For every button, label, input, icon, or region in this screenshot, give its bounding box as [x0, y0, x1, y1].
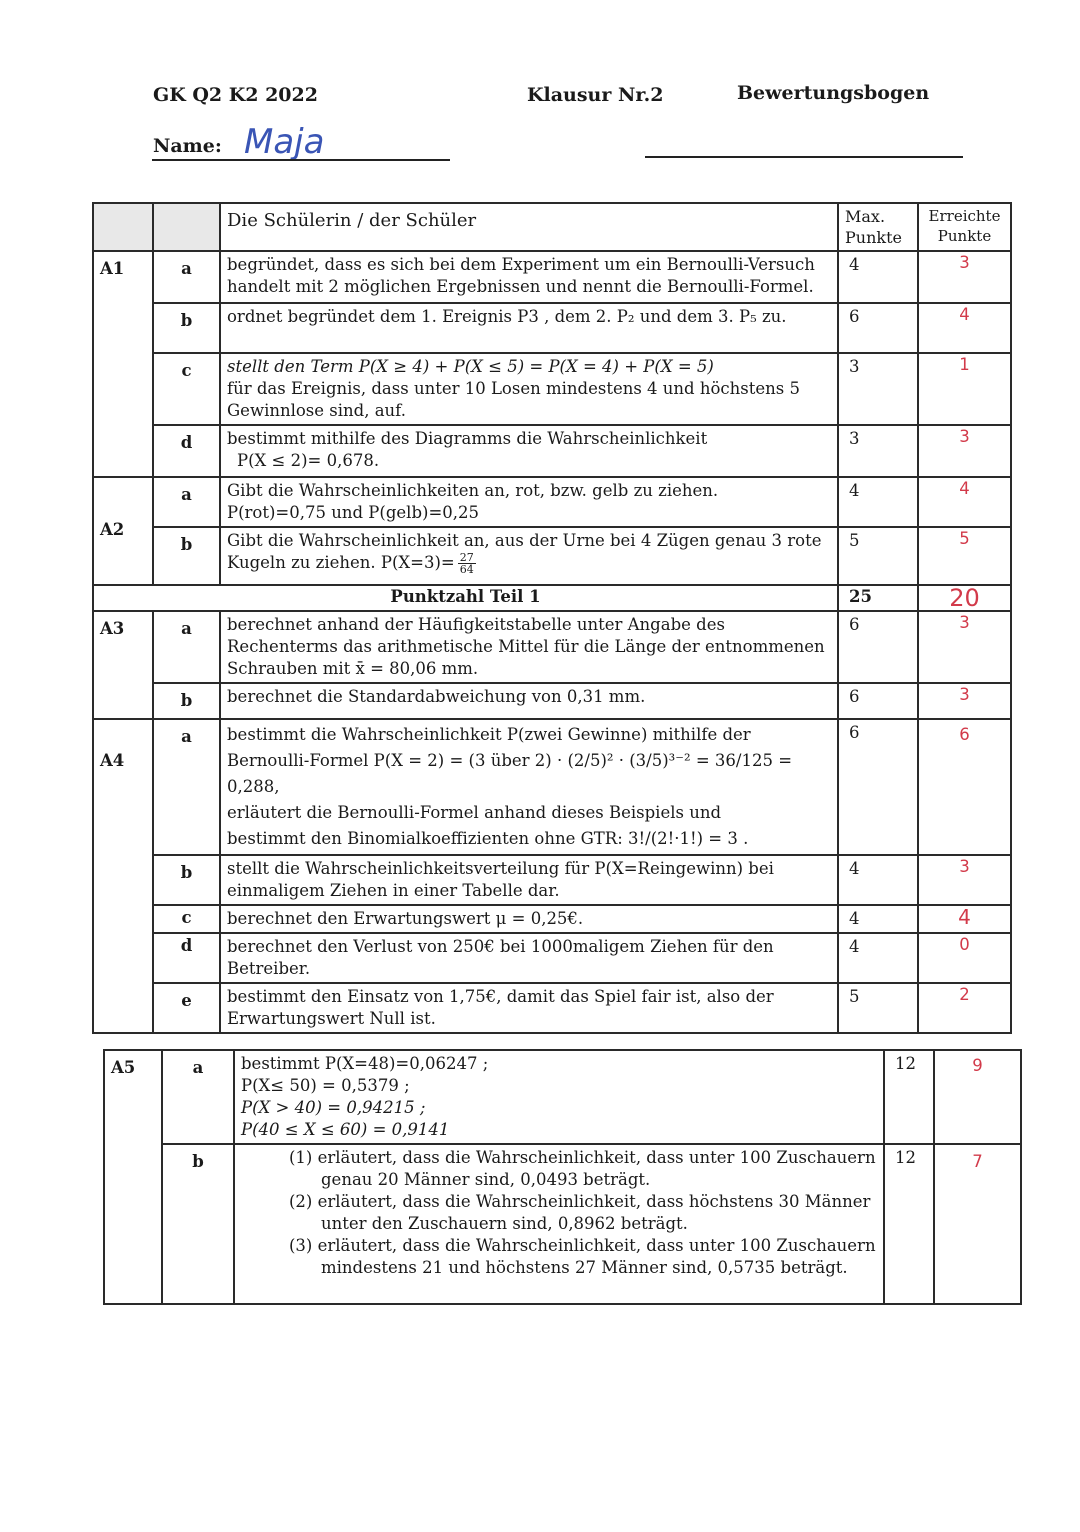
max-points: 6 — [838, 611, 918, 683]
criterion-line: Gibt die Wahrscheinlichkeit an, aus der Urne bei 4 Zügen genau 3 rote — [227, 531, 822, 550]
sheet-label: Bewertungsbogen — [737, 82, 930, 104]
max-points: 4 — [838, 251, 918, 303]
subtask-label: a — [153, 719, 220, 855]
criterion-text: berechnet den Verlust von 250€ bei 1000maligem Ziehen für den Betreiber. — [220, 933, 838, 983]
achieved-points: 0 — [918, 933, 1011, 983]
max-points: 4 — [838, 933, 918, 983]
subtask-label: b — [153, 683, 220, 719]
criterion-line: Gibt die Wahrscheinlichkeiten an, rot, bzw. gelb zu ziehen. — [227, 481, 719, 500]
header-max: Max. Punkte — [838, 203, 918, 251]
criterion-text: berechnet die Standardabweichung von 0,31 mm. — [220, 683, 838, 719]
fraction-numerator: 27 — [459, 551, 474, 564]
header-blank-sub — [153, 203, 220, 251]
subtask-label: c — [153, 353, 220, 425]
criterion-item: (1) erläutert, dass die Wahrscheinlichkeit, dass unter 100 Zuschauern genau 20 Männer sind, 0,0493 beträgt. — [289, 1148, 876, 1189]
formula-line: P(40 ≤ X ≤ 60) = 0,9141 — [241, 1120, 450, 1139]
subtask-label: b — [153, 527, 220, 585]
name-line — [152, 159, 450, 161]
task-label: A5 — [104, 1050, 162, 1304]
subtask-label: d — [153, 425, 220, 477]
header-achieved: Erreichte Punkte — [918, 203, 1011, 251]
criterion-item: (3) erläutert, dass die Wahrscheinlichkeit, dass unter 100 Zuschauern mindestens 21 und höchstens 27 Männer sind, 0,5735 beträgt. — [289, 1236, 876, 1277]
achieved-points: 5 — [918, 527, 1011, 585]
signature-line — [645, 156, 963, 158]
criterion-line: für das Ereignis, dass unter 10 Losen mindestens 4 und höchstens 5 Gewinnlose sind, auf. — [227, 379, 800, 420]
fraction-denominator: 64 — [459, 563, 474, 576]
task-label: A4 — [93, 719, 153, 1033]
formula-line: Bernoulli-Formel P(X = 2) = (3 über 2) · (2/5)² · (3/5)³⁻² = 36/125 = 0,288, — [227, 751, 793, 796]
exam-label: Klausur Nr.2 — [527, 84, 664, 106]
achieved-points: 4 — [918, 303, 1011, 353]
part1-sum-points: 20 — [918, 585, 1011, 611]
criterion-line: bestimmt P(X=48)=0,06247 ; — [241, 1054, 489, 1073]
achieved-points: 6 — [918, 719, 1011, 855]
criterion-line: bestimmt mithilfe des Diagramms die Wahrscheinlichkeit — [227, 429, 708, 448]
achieved-points: 3 — [918, 683, 1011, 719]
name-label: Name: — [153, 135, 222, 157]
subtask-label: e — [153, 983, 220, 1033]
subtask-label: a — [153, 477, 220, 527]
max-points: 4 — [838, 855, 918, 905]
course-label: GK Q2 K2 2022 — [153, 84, 318, 106]
criterion-item: (2) erläutert, dass die Wahrscheinlichkeit, dass höchstens 30 Männer unter den Zuschauern sind, 0,8962 beträgt. — [289, 1192, 871, 1233]
achieved-points: 9 — [934, 1050, 1021, 1144]
max-points: 4 — [838, 905, 918, 933]
task-label: A2 — [93, 477, 153, 585]
max-points: 6 — [838, 719, 918, 855]
fraction — [458, 552, 476, 575]
task-label: A3 — [93, 611, 153, 719]
name-handwritten: Maja — [244, 122, 325, 162]
max-points: 6 — [838, 303, 918, 353]
achieved-points: 4 — [918, 477, 1011, 527]
header-blank-task — [93, 203, 153, 251]
part1-sum-max: 25 — [838, 585, 918, 611]
criterion-text — [220, 527, 838, 585]
achieved-points: 2 — [918, 983, 1011, 1033]
subtask-label: b — [162, 1144, 234, 1304]
criterion-text — [234, 1050, 884, 1144]
header-description: Die Schülerin / der Schüler — [220, 203, 838, 251]
criterion-text — [220, 477, 838, 527]
achieved-points: 1 — [918, 353, 1011, 425]
max-points: 12 — [884, 1050, 934, 1144]
subtask-label: b — [153, 303, 220, 353]
achieved-points: 7 — [934, 1144, 1021, 1304]
criterion-text — [220, 425, 838, 477]
subtask-label: a — [153, 611, 220, 683]
formula-line — [227, 552, 831, 575]
criterion-text: stellt die Wahrscheinlichkeitsverteilung für P(X=Reingewinn) bei einmaligem Ziehen in einer Tabelle dar. — [220, 855, 838, 905]
grading-table-2 — [103, 1049, 1022, 1305]
formula-line: bestimmt den Binomialkoeffizienten ohne GTR: 3!/(2!·1!) = 3 . — [227, 829, 749, 848]
achieved-points: 3 — [918, 425, 1011, 477]
subtask-label: a — [162, 1050, 234, 1144]
max-points: 5 — [838, 983, 918, 1033]
formula-line: P(X≤ 50) = 0,5379 ; — [241, 1076, 410, 1095]
max-points: 6 — [838, 683, 918, 719]
max-points: 5 — [838, 527, 918, 585]
criterion-text: berechnet den Erwartungswert μ = 0,25€. — [220, 905, 838, 933]
achieved-points: 3 — [918, 855, 1011, 905]
criterion-text — [220, 353, 838, 425]
formula-line: P(rot)=0,75 und P(gelb)=0,25 — [227, 503, 480, 522]
subtask-label: a — [153, 251, 220, 303]
criterion-text: bestimmt den Einsatz von 1,75€, damit das Spiel fair ist, also der Erwartungswert Null ist. — [220, 983, 838, 1033]
criterion-text: ordnet begründet dem 1. Ereignis P3 , dem 2. P₂ und dem 3. P₅ zu. — [220, 303, 838, 353]
formula-text: Kugeln zu ziehen. P(X=3)= — [227, 553, 455, 572]
task-label: A1 — [93, 251, 153, 477]
achieved-points: 3 — [918, 251, 1011, 303]
subtask-label: d — [153, 933, 220, 983]
criterion-text — [234, 1144, 884, 1304]
achieved-points: 4 — [918, 905, 1011, 933]
max-points: 3 — [838, 353, 918, 425]
criterion-line: bestimmt die Wahrscheinlichkeit P(zwei Gewinne) mithilfe der — [227, 725, 751, 744]
part1-sum-label: Punktzahl Teil 1 — [93, 585, 838, 611]
criterion-text: begründet, dass es sich bei dem Experiment um ein Bernoulli-Versuch handelt mit 2 möglichen Ergebnissen und nennt die Bernoulli-Formel. — [220, 251, 838, 303]
max-points: 12 — [884, 1144, 934, 1304]
formula-line: P(X > 40) = 0,94215 ; — [241, 1098, 426, 1117]
max-points: 3 — [838, 425, 918, 477]
criterion-line: erläutert die Bernoulli-Formel anhand dieses Beispiels und — [227, 803, 722, 822]
max-points: 4 — [838, 477, 918, 527]
formula-line: stellt den Term P(X ≥ 4) + P(X ≤ 5) = P(X = 4) + P(X = 5) — [227, 357, 714, 376]
subtask-label: b — [153, 855, 220, 905]
achieved-points: 3 — [918, 611, 1011, 683]
criterion-text: berechnet anhand der Häufigkeitstabelle unter Angabe des Rechenterms das arithmetische Mittel für die Länge der entnommenen Schrauben mit x̄ = 80,06 mm. — [220, 611, 838, 683]
formula-line: P(X ≤ 2)= 0,678. — [237, 451, 380, 470]
grading-table-1 — [92, 202, 1012, 1034]
subtask-label: c — [153, 905, 220, 933]
criterion-text — [220, 719, 838, 855]
